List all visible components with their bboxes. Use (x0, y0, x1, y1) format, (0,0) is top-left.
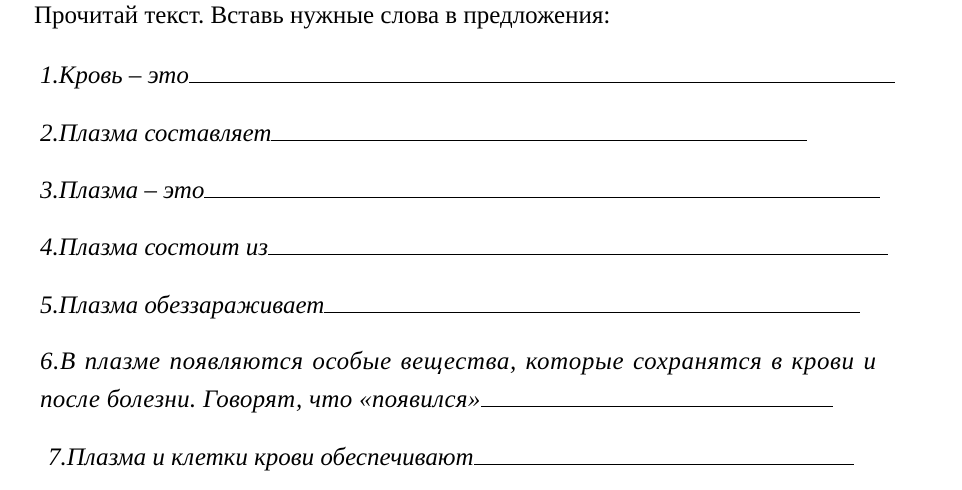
question-5-text: 5.Плазма обеззараживает (40, 292, 325, 319)
answer-blank-6[interactable] (481, 382, 833, 407)
question-3 (40, 173, 880, 207)
answer-blank-2[interactable] (271, 116, 807, 141)
question-2 (40, 116, 807, 150)
question-1-text: 1.Кровь – это (40, 62, 189, 89)
instruction-heading: Прочитай текст. Вставь нужные слова в предложения: (34, 2, 611, 29)
question-3-text: 3.Плазма – это (40, 177, 205, 204)
question-1 (40, 58, 895, 92)
question-7 (48, 440, 854, 474)
answer-blank-1[interactable] (189, 58, 895, 83)
answer-blank-3[interactable] (204, 173, 880, 198)
answer-blank-7[interactable] (474, 440, 854, 465)
question-7-text: 7.Плазма и клетки крови обеспечивают (48, 444, 474, 471)
question-6 (40, 343, 952, 419)
question-4-text: 4.Плазма состоит из (40, 234, 269, 261)
question-2-text: 2.Плазма составляет (40, 120, 272, 147)
question-6-line-2-wrap (40, 381, 952, 419)
answer-blank-5[interactable] (324, 288, 860, 313)
answer-blank-4[interactable] (268, 230, 888, 255)
question-5 (40, 288, 860, 322)
question-6-line-1: 6.В плазме появляются особые вещества, которые сохранятся в крови и (40, 348, 877, 375)
question-4 (40, 230, 888, 264)
question-6-line-2: после болезни. Говорят, что «появился» (40, 386, 481, 413)
